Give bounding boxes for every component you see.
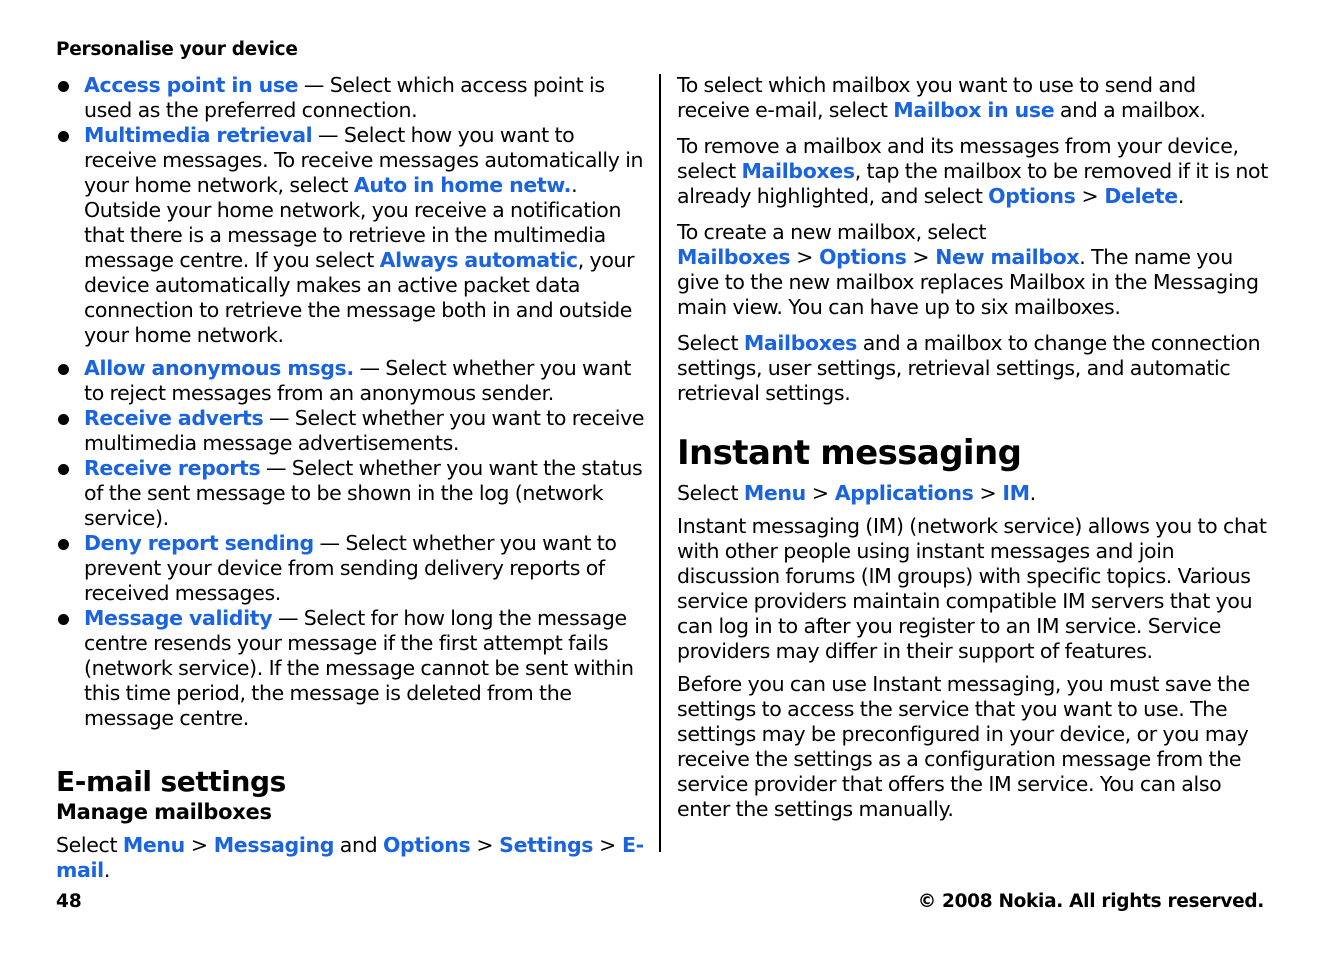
mailboxes-link[interactable]: Mailboxes (677, 245, 791, 269)
setting-term[interactable]: Receive reports (84, 456, 261, 480)
setting-description: — Select whether you want the status of the sent message to be shown in the log (network service). (84, 456, 643, 530)
list-item (56, 123, 648, 348)
options-link[interactable]: Options (382, 833, 471, 857)
path-separator: > (599, 833, 616, 857)
bullet-icon (58, 414, 69, 425)
settings-link[interactable]: Settings (499, 833, 594, 857)
setting-description: — Select whether you want to receive multimedia message advertisements. (84, 406, 645, 455)
setting-description: — Select for how long the message centre resends your message if the first attempt fails (network service). If the message cannot be sent within this time period, the message is deleted from the message centre. (84, 606, 634, 730)
bullet-icon (58, 539, 69, 550)
path-text: Select (677, 481, 744, 505)
remove-mailbox-paragraph (677, 134, 1269, 209)
list-item (56, 406, 648, 456)
setting-term[interactable]: Access point in use (84, 73, 299, 97)
paragraph-text: , tap the mailbox to be removed if it is not already highlighted, and select (677, 159, 1268, 208)
setting-term[interactable]: Allow anonymous msgs. (84, 356, 354, 380)
mailbox-in-use-link[interactable]: Mailbox in use (893, 98, 1055, 122)
setting-description: — Select whether you want to reject messages from an anonymous sender. (84, 356, 632, 405)
options-link[interactable]: Options (988, 184, 1076, 208)
setting-description: — Select how you want to receive messages. To receive messages automatically in your home network, select (84, 123, 644, 197)
running-header: Personalise your device (56, 39, 298, 60)
setting-description: , your device automatically makes an active packet data connection to retrieve the message both in and outside your home network. (84, 248, 635, 347)
messaging-link[interactable]: Messaging (213, 833, 335, 857)
copyright-notice: © 2008 Nokia. All rights reserved. (917, 891, 1264, 912)
path-text: . (1029, 481, 1036, 505)
path-text: and (334, 833, 383, 857)
instant-messaging-heading: Instant messaging (677, 433, 1022, 473)
im-link[interactable]: IM (1002, 481, 1030, 505)
create-mailbox-paragraph (677, 220, 1269, 320)
menu-link[interactable]: Menu (743, 481, 806, 505)
bullet-icon (58, 614, 69, 625)
paragraph-text: Select (677, 331, 744, 355)
mailbox-in-use-paragraph (677, 73, 1269, 123)
bullet-icon (58, 131, 69, 142)
path-separator: > (979, 481, 997, 505)
paragraph-text: To select which mailbox you want to use to send and receive e-mail, select (677, 73, 1196, 122)
new-mailbox-link[interactable]: New mailbox (935, 245, 1080, 269)
paragraph-text: and a mailbox. (1054, 98, 1206, 122)
applications-link[interactable]: Applications (834, 481, 974, 505)
bullet-icon (58, 364, 69, 375)
path-separator: > (190, 833, 208, 857)
list-item (56, 356, 648, 406)
list-item (56, 531, 648, 606)
list-item (56, 73, 648, 123)
setting-term[interactable]: Multimedia retrieval (84, 123, 313, 147)
path-separator: > (1081, 184, 1099, 208)
setting-description: — Select which access point is used as the preferred connection. (84, 73, 605, 122)
path-separator: > (811, 481, 829, 505)
paragraph-text: To create a new mailbox, select (677, 220, 987, 244)
paragraph-text: . The name you give to the new mailbox replaces Mailbox in the Messaging main view. You can have up to six mailboxes. (677, 245, 1259, 319)
left-column (56, 73, 648, 883)
setting-description: . Outside your home network, you receive a notification that there is a message to retrieve in the multimedia message centre. If you select (84, 173, 622, 272)
path-text: . (103, 858, 111, 882)
im-intro-paragraph: Instant messaging (IM) (network service) allows you to chat with other people using instant messages and join discussion forums (IM groups) with specific topics. Various service providers maintain compatible IM servers that you can log in to after you register to an IM service. Service providers may differ in their support of features. (677, 514, 1267, 663)
option-link[interactable]: Auto in home netw. (353, 173, 572, 197)
email-link[interactable]: E-mail (56, 833, 644, 882)
right-column (677, 73, 1269, 822)
im-path (677, 481, 1269, 506)
column-divider (659, 74, 661, 852)
email-settings-heading: E-mail settings (56, 765, 286, 798)
im-settings-paragraph: Before you can use Instant messaging, you must save the settings to access the service that you want to use. The settings may be preconfigured in your device, or you may receive the settings as a configuration message from the service provider that offers the IM service. You can also enter the settings manually. (677, 672, 1250, 821)
paragraph-text: and a mailbox to change the connection settings, user settings, retrieval settings, and automatic retrieval settings. (677, 331, 1261, 405)
path-separator: > (912, 245, 930, 269)
path-text: Select (56, 833, 123, 857)
path-separator: > (476, 833, 494, 857)
list-item (56, 456, 648, 531)
setting-term[interactable]: Message validity (84, 606, 273, 630)
paragraph-text: To remove a mailbox and its messages from your device, select (677, 134, 1239, 183)
manage-mailboxes-heading: Manage mailboxes (56, 800, 272, 824)
list-item (56, 606, 648, 731)
mailboxes-link[interactable]: Mailboxes (743, 331, 858, 355)
setting-term[interactable]: Deny report sending (84, 531, 314, 555)
page-number: 48 (56, 891, 82, 912)
bullet-icon (58, 81, 69, 92)
option-link[interactable]: Always automatic (379, 248, 578, 272)
paragraph-text: . (1177, 184, 1184, 208)
bullet-icon (58, 464, 69, 475)
setting-term[interactable]: Receive adverts (84, 406, 264, 430)
mailboxes-link[interactable]: Mailboxes (741, 159, 855, 183)
menu-link[interactable]: Menu (122, 833, 185, 857)
delete-link[interactable]: Delete (1104, 184, 1178, 208)
email-settings-path (56, 833, 648, 883)
options-link[interactable]: Options (819, 245, 907, 269)
path-separator: > (796, 245, 814, 269)
settings-list (56, 73, 648, 731)
setting-description: — Select whether you want to prevent your device from sending delivery reports of received messages. (84, 531, 617, 605)
mailbox-settings-paragraph (677, 331, 1269, 406)
